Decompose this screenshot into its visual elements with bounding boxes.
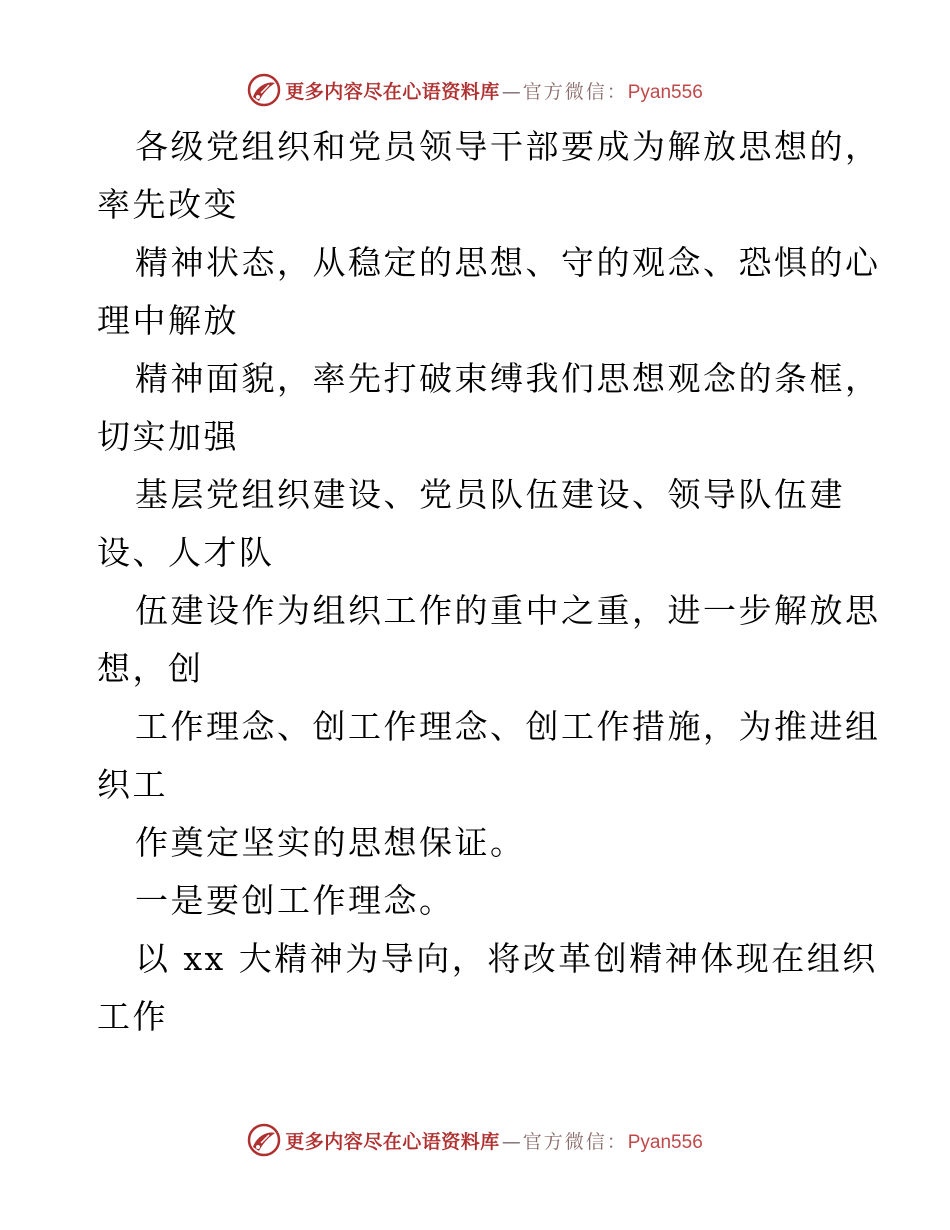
paragraph-line: 率先改变 — [97, 185, 239, 224]
paragraph-line: 精神状态，从稳定的思想、守的观念、恐惧的心 — [135, 243, 881, 282]
paragraph-line: 精神面貌，率先打破束缚我们思想观念的条框， — [135, 359, 881, 398]
banner-site-text: 更多内容尽在心语资料库 — [285, 1130, 500, 1153]
paragraph-line: 工作 — [97, 997, 168, 1036]
header-banner — [0, 70, 950, 110]
banner-dash: — — [501, 1130, 521, 1153]
banner-wechat-label: 官方微信： — [522, 1130, 628, 1153]
paragraph-line: 织工 — [97, 765, 168, 804]
paragraph-line: 基层党组织建设、党员队伍建设、领导队伍建 — [135, 475, 845, 514]
paragraph-line: 作奠定坚实的思想保证。 — [135, 823, 526, 862]
paragraph-line: 各级党组织和党员领导干部要成为解放思想的， — [135, 127, 881, 166]
banner-wechat-id: Pyan556 — [627, 1131, 703, 1153]
document-body — [97, 118, 881, 1046]
banner-wechat-id: Pyan556 — [627, 81, 703, 103]
banner-dash: — — [501, 80, 521, 103]
paragraph-line: 理中解放 — [97, 301, 239, 340]
footer-banner — [0, 1120, 950, 1160]
fountain-pen-logo-icon — [247, 1123, 281, 1157]
paragraph-line: 切实加强 — [97, 417, 239, 456]
banner-site-text: 更多内容尽在心语资料库 — [285, 80, 500, 103]
fountain-pen-logo-icon — [247, 73, 281, 107]
paragraph-line: 工作理念、创工作理念、创工作措施，为推进组 — [135, 707, 881, 746]
banner-wechat-label: 官方微信： — [522, 80, 628, 103]
paragraph-line: 想，创 — [97, 649, 204, 688]
paragraph-line: 伍建设作为组织工作的重中之重，进一步解放思 — [135, 591, 881, 630]
paragraph-line: 一是要创工作理念。 — [135, 881, 455, 920]
paragraph-line: 以 xx 大精神为导向，将改革创精神体现在组织 — [135, 939, 878, 978]
paragraph-line: 设、人才队 — [97, 533, 275, 572]
